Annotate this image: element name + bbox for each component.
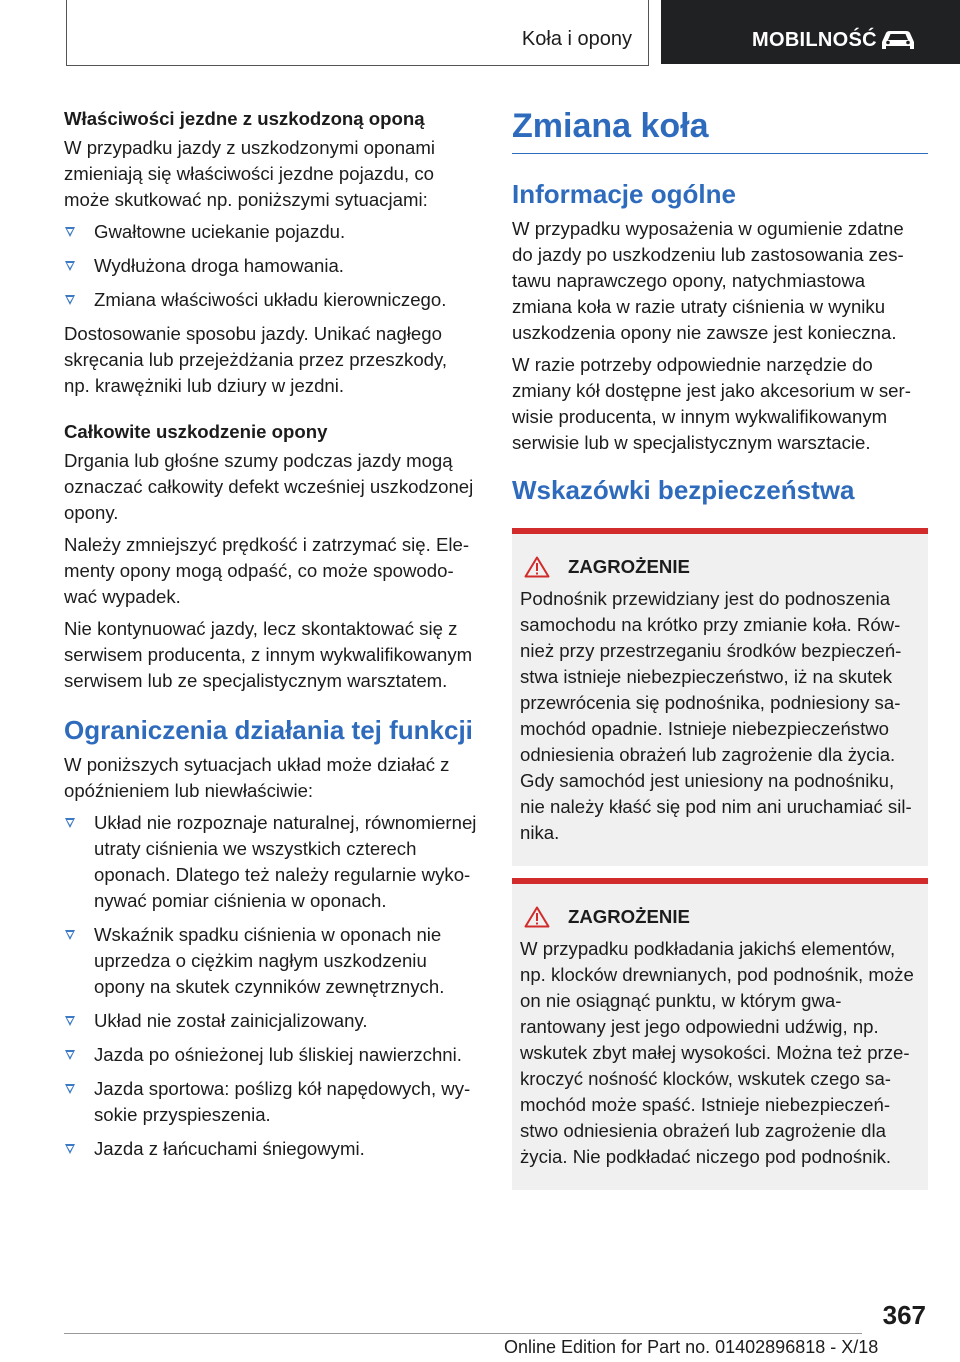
list-item: Jazda z łańcuchami śniegowymi. xyxy=(64,1136,478,1162)
handling-intro: W przypadku jazdy z uszkodzonymi oponami zmieniają się właściwości jezdne pojazdu, co może skutkować np. poniższymi sytuacjami: xyxy=(64,137,436,210)
footer-divider xyxy=(64,1333,862,1334)
list-item: Wskaźnik spadku ciśnienia w oponach nie uprzedza o ciężkim nagłym uszkodzeniu opony na skutek czynników zewnętrznych. xyxy=(64,922,478,1000)
main-heading: Zmiana koła xyxy=(512,107,709,145)
header-section-title: Koła i opony xyxy=(521,28,632,50)
warning-triangle-icon xyxy=(524,906,550,928)
handling-outro: Dostosowanie sposobu jazdy. Unikać nagłego skręcania lub przejeżdżania przez przeszkody, np. krawężniki lub dziury w jezdni. xyxy=(64,323,448,396)
damage-paragraph: Drgania lub głośne szumy podczas jazdy mogą oznaczać całkowity defekt wcześniej uszkodzonej opony. xyxy=(64,450,474,523)
heading-divider xyxy=(512,153,928,154)
bullet-triangle-icon xyxy=(65,1084,75,1094)
bullet-triangle-icon xyxy=(65,1144,75,1154)
header-chapter-tab xyxy=(661,0,960,64)
bullet-triangle-icon xyxy=(65,1016,75,1026)
warning-box xyxy=(512,528,928,866)
page-number: 367 xyxy=(882,1300,926,1330)
bullet-triangle-icon xyxy=(65,818,75,828)
handling-list xyxy=(64,219,478,313)
left-column xyxy=(64,106,478,1170)
warning-header xyxy=(520,906,920,928)
general-heading: Informacje ogólne xyxy=(512,179,736,209)
handling-subheading: Właściwości jezdne z uszkodzoną oponą xyxy=(64,108,425,129)
damage-subheading: Całkowite uszkodzenie opony xyxy=(64,421,328,442)
list-item: Zmiana właściwości układu kierowniczego. xyxy=(64,287,478,313)
bullet-triangle-icon xyxy=(65,930,75,940)
warning-label: ZAGROŻENIE xyxy=(568,556,690,577)
warning-header xyxy=(520,556,920,578)
list-item: Wydłużona droga hamowania. xyxy=(64,253,478,279)
list-item: Jazda sportowa: poślizg kół napędowych, wysokie przyspieszenia. xyxy=(64,1076,478,1128)
safety-heading: Wskazówki bezpieczeństwa xyxy=(512,475,855,505)
bullet-triangle-icon xyxy=(65,295,75,305)
footer-edition: Online Edition for Part no. 01402896818 - X/18 xyxy=(504,1337,879,1357)
warning-label: ZAGROŻENIE xyxy=(568,906,690,927)
damage-paragraph: Należy zmniejszyć prędkość i zatrzymać się. Elementy opony mogą odpaść, co może spowodować wypadek. xyxy=(64,534,470,607)
car-icon xyxy=(879,28,917,52)
right-column xyxy=(512,106,928,1190)
list-item: Gwałtowne uciekanie pojazdu. xyxy=(64,219,478,245)
general-paragraph: W razie potrzeby odpowiednie narzędzie do zmiany kół dostępne jest jako akcesorium w serwisie producenta, w innym wykwalifikowanym serwisie lub w specjalistycznym warsztacie. xyxy=(512,354,911,453)
list-item: Układ nie rozpoznaje naturalnej, równomiernej utraty ciśnienia we wszystkich czterech oponach. Dlatego też należy regularnie wykonywać pomiar ciśnienia w oponach. xyxy=(64,810,478,914)
list-item: Układ nie został zainicjalizowany. xyxy=(64,1008,478,1034)
limits-heading: Ograniczenia działania tej funkcji xyxy=(64,715,473,745)
list-item: Jazda po ośnieżonej lub śliskiej nawierzchni. xyxy=(64,1042,478,1068)
damage-paragraph: Nie kontynuować jazdy, lecz skontaktować się z serwisem producenta, z innym wykwalifikowanym serwisem lub ze specjalistycznym warsztatem. xyxy=(64,618,473,691)
bullet-triangle-icon xyxy=(65,261,75,271)
limits-list xyxy=(64,810,478,1162)
bullet-triangle-icon xyxy=(65,227,75,237)
limits-intro: W poniższych sytuacjach układ może działać z opóźnieniem lub niewłaściwie: xyxy=(64,754,450,801)
header-chapter-title: MOBILNOŚĆ xyxy=(752,29,877,51)
bullet-triangle-icon xyxy=(65,1050,75,1060)
warning-text: Podnośnik przewidziany jest do podnoszenia samochodu na krótko przy zmianie koła. Również przy przestrzeganiu środków bezpieczeństwa istnieje niebezpieczeństwo, iż na skutek przewrócenia się podnośnika, podniesiony samochód opadnie. Istnieje niebezpieczeństwo odniesienia obrażeń lub zagrożenie dla życia. Gdy samochód jest uniesiony na podnośniku, nie należy kłaść się pod nim ani uruchamiać silnika. xyxy=(520,588,912,843)
warning-text: W przypadku podkładania jakichś elementów, np. klocków drewnianych, pod podnośnik, może on nie osiągnąć punktu, w którym gwarantowany jest jego odpowiedni udźwig, np. wskutek zbyt małej wysokości. Można też przekroczyć nośność klocków, wskutek czego samochód może spaść. Istnieje niebezpieczeństwo odniesienia obrażeń lub zagrożenie dla życia. Nie podkładać niczego pod podnośnik. xyxy=(520,938,914,1167)
warning-triangle-icon xyxy=(524,556,550,578)
header-section-tab xyxy=(66,0,649,66)
warning-box xyxy=(512,878,928,1190)
general-paragraph: W przypadku wyposażenia w ogumienie zdatne do jazdy po uszkodzeniu lub zastosowania zestawu naprawczego opony, natychmiastowa zmiana koła w razie utraty ciśnienia w wyniku uszkodzenia opony nie zawsze jest konieczna. xyxy=(512,218,904,343)
